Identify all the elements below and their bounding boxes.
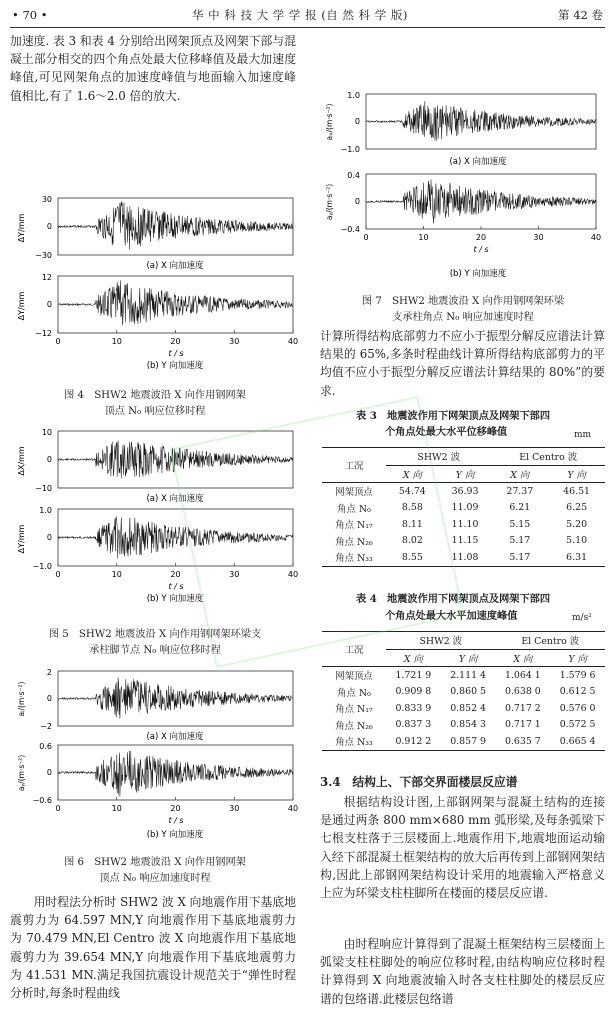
table-cell: 0.612 5 [559, 686, 596, 698]
table-4-col: Y 向 [568, 653, 587, 665]
fig4a-ytick-bot: −30 [35, 251, 52, 260]
table-3-col: Y 向 [455, 469, 475, 481]
fig7a-ytick-top: 1.0 [347, 91, 360, 100]
table-3-unit: mm [574, 430, 592, 440]
table-cell: 0.854 3 [450, 719, 487, 731]
x-tick-label: 0 [55, 337, 61, 346]
table-cell: 6.25 [566, 502, 588, 514]
table-cell: 2.111 4 [450, 669, 487, 681]
table-cell: 11.08 [451, 551, 479, 563]
fig7a-trace [366, 101, 596, 141]
fig5a-sublabel: (a) X 向加速度 [146, 494, 204, 504]
table-cell: 5.17 [509, 551, 531, 563]
x-tick-label: 0 [55, 570, 61, 579]
fig4b-trace [58, 280, 293, 325]
table-cell: 0.717 2 [504, 702, 541, 714]
table-4-group-2: El Centro 波 [496, 632, 606, 650]
table-4-title-2: 个角点处最大水平加速度峰值 [385, 610, 518, 622]
table-cell: 5.10 [566, 535, 588, 547]
x-tick-label: 10 [111, 570, 122, 579]
fig5a-ylabel: ΔX/mm [17, 446, 26, 476]
table-cell: 5.17 [509, 535, 531, 547]
fig7a-ytick-mid: 0 [354, 117, 360, 126]
x-tick-label: 30 [533, 233, 544, 242]
fig6b-sublabel: (b) Y 向加速度 [146, 830, 204, 840]
table-cell: 0.576 0 [559, 702, 596, 714]
fig4b-ytick-bot: −12 [35, 329, 52, 338]
table-cell: 46.51 [563, 485, 591, 497]
table-3-head-case: 工况 [322, 448, 386, 483]
table-row-label: 角点 N₁₇ [335, 704, 373, 716]
fig4b-ytick-top: 12 [41, 273, 52, 282]
table-cell: 0.572 5 [559, 719, 596, 731]
fig5b-ytick-mid: 0 [46, 533, 52, 542]
table-3-col: X 向 [510, 469, 530, 481]
fig6b-ylabel: aᵧ/(m·s⁻²) [17, 754, 26, 792]
fig6a-ytick-mid: 0 [46, 694, 52, 703]
fig6b-xlabel: t / s [168, 816, 184, 825]
table-4-col: Y 向 [458, 653, 478, 665]
fig4a-trace [58, 201, 293, 249]
table-cell: 54.74 [398, 485, 426, 497]
fig5b-ytick-top: 1.0 [39, 506, 52, 515]
table-cell: 36.93 [451, 485, 479, 497]
table-4-group-1: SHW2 波 [386, 632, 496, 650]
x-tick-label: 10 [111, 804, 122, 813]
table-row [322, 717, 605, 734]
table-4-col: X 向 [513, 653, 533, 665]
fig7b-ytick-mid: 0 [354, 197, 360, 206]
right-paragraph-1: 计算所得结构底部剪力不应小于振型分解反应谱法计算结果的 65%,多条时程曲线计算所得结构底部剪力的平均值不应小于振型分解反应谱法计算结果的 80%”的要求. [320, 329, 605, 398]
x-tick-label: 20 [475, 233, 487, 242]
fig7b-sublabel: (b) Y 向加速度 [449, 269, 507, 279]
fig7a-ytick-bot: −1.0 [340, 145, 360, 154]
table-row-label: 角点 N₂₆ [335, 536, 373, 548]
table-cell: 0.912 2 [395, 735, 432, 747]
table-4-head-case: 工况 [322, 632, 386, 667]
figure-4-caption-1: 图 4 SHW2 地震波沿 X 向作用钢网架 [64, 390, 246, 401]
table-4 [322, 631, 605, 751]
x-tick-label: 0 [363, 233, 369, 242]
table-cell: 11.10 [451, 518, 479, 530]
table-4-col: X 向 [403, 653, 423, 665]
left-bottom-paragraph: 用时程法分析时 SHW2 波 X 向地震作用下基底地震剪力为 64.597 MN,Y 向地震作用下基底地震剪力为 70.479 MN,El Centro 波 X 向地震作用下基底地震剪力为 39.654 MN,Y 向地震作用下基底地震剪力为 41.531 MN.满足我国抗震设计规范关于“弹性时程分析时,每条时程曲线 [10, 895, 296, 1001]
table-row [322, 667, 605, 684]
fig4a-ytick-top: 30 [41, 195, 52, 204]
table-cell: 8.02 [401, 535, 423, 547]
table-cell: 6.31 [566, 551, 588, 563]
figure-5-caption-1: 图 5 SHW2 地震波沿 X 向作用钢网架环梁支 [48, 629, 262, 640]
fig7b-ytick-top: 0.4 [347, 171, 360, 180]
table-cell: 0.638 0 [504, 686, 541, 698]
fig5b-ylabel: ΔY/mm [17, 524, 26, 554]
figure-7-plots [318, 88, 608, 288]
fig6b-trace [58, 751, 293, 797]
table-cell: 0.665 4 [559, 735, 596, 747]
table-row-label: 角点 N₀ [337, 503, 371, 515]
table-cell: 0.909 8 [395, 686, 432, 698]
table-cell: 11.15 [451, 535, 479, 547]
fig5a-ytick-mid: 0 [46, 455, 52, 464]
x-tick-label: 40 [287, 337, 299, 346]
journal-title: 华 中 科 技 大 学 学 报 (自 然 科 学 版) [192, 8, 408, 22]
fig4a-ytick-mid: 0 [46, 222, 52, 231]
table-row-label: 角点 N₁₇ [335, 520, 373, 532]
fig7b-xlabel: t / s [473, 245, 489, 254]
fig6b-ytick-bot: −0.6 [32, 796, 52, 805]
fig6b-ytick-top: 0.6 [39, 742, 52, 751]
figure-4 [10, 190, 300, 395]
figure-7 [318, 88, 608, 288]
fig4b-sublabel: (b) Y 向加速度 [146, 361, 204, 371]
x-tick-label: 10 [111, 337, 122, 346]
table-cell: 0.852 4 [450, 702, 487, 714]
fig6a-sublabel: (a) X 向加速度 [146, 732, 204, 742]
fig7a-sublabel: (a) X 向加速度 [449, 157, 507, 167]
fig7b-ylabel: aᵧ/(m·s⁻²) [325, 183, 334, 221]
table-cell: 0.860 5 [450, 686, 487, 698]
table-cell: 0.857 9 [450, 735, 487, 747]
table-cell: 6.21 [509, 502, 531, 514]
x-tick-label: 30 [229, 804, 240, 813]
x-tick-label: 30 [229, 337, 240, 346]
fig5a-ytick-top: 10 [41, 428, 52, 437]
right-paragraph-3: 由时程响应计算得到了混凝土框架结构三层楼面上弧梁支柱柱脚处的响应位移时程,由结构响应位移时程计算得到 X 向地震波输入时各支柱柱脚处的楼层反应谱的包络谱.此楼层包络谱 [320, 937, 605, 1006]
table-row-label: 角点 N₂₆ [335, 720, 373, 732]
fig6a-ytick-top: 2 [46, 668, 52, 677]
table-cell: 1.721 9 [395, 669, 432, 681]
table-cell: 0.833 9 [395, 702, 432, 714]
table-3-col: Y 向 [567, 469, 586, 481]
table-cell: 0.717 1 [504, 719, 541, 731]
header-rule [10, 27, 605, 28]
table-cell: 8.11 [401, 518, 423, 530]
right-paragraph-2: 根据结构设计图,上部钢网架与混凝土结构的连接是通过两条 800 mm×680 mm 弧形梁,及每条弧梁下七根支柱落于三层楼面上.地震作用下,地震地面运动输入经下部混凝土框架结构的放大后再传到上部钢网架结构,因此上部钢网架结构设计采用的地震输入严格意义上应为环梁支柱柱脚所在楼面的楼层反应谱. [320, 795, 605, 901]
table-3-title-2: 个角点处最大水平位移峰值 [385, 426, 508, 438]
fig7a-ylabel: aₓ/(m·s⁻²) [325, 103, 334, 141]
x-tick-label: 20 [170, 804, 181, 813]
table-3-col: X 向 [402, 469, 422, 481]
table-cell: 1.064 1 [504, 669, 541, 681]
x-tick-label: 40 [287, 804, 299, 813]
intro-paragraph: 加速度. 表 3 和表 4 分别给出网架顶点及网架下部与混凝土部分相交的四个角点处最大位移峰值及最大加速度峰值,可见网架角点的加速度峰值与地面输入加速度峰值相比,有了 1.6～2.0 倍的放大. [10, 34, 296, 103]
fig6b-ytick-mid: 0 [46, 768, 52, 777]
fig6a-trace [58, 678, 293, 719]
table-cell: 8.55 [401, 551, 423, 563]
table-cell: 5.20 [566, 518, 588, 530]
fig5b-ytick-bot: −1.0 [32, 562, 52, 571]
figure-6-caption-1: 图 6 SHW2 地震波沿 X 向作用钢网架 [64, 857, 246, 868]
x-tick-label: 0 [55, 804, 61, 813]
fig4b-xlabel: t / s [168, 349, 184, 358]
figure-5-caption-2: 承柱脚节点 N₀ 响应位移时程 [89, 645, 221, 656]
fig4a-ylabel: ΔY/mm [17, 213, 26, 243]
fig6a-ytick-bot: −2 [40, 722, 52, 731]
table-cell: 11.09 [451, 502, 479, 514]
table-4-title-1: 表 4 地震波作用下网架顶点及网架下部四 [356, 593, 551, 605]
x-tick-label: 30 [229, 570, 240, 579]
x-tick-label: 10 [418, 233, 429, 242]
fig4b-ylabel: ΔY/mm [17, 291, 26, 321]
figure-4-plots [10, 190, 300, 400]
x-tick-label: 20 [170, 570, 181, 579]
page-number: • 70 • [12, 8, 48, 22]
table-cell: 0.635 7 [504, 735, 541, 747]
table-cell: 8.58 [401, 502, 423, 514]
table-row [322, 684, 605, 701]
table-cell: 1.579 6 [559, 669, 596, 681]
table-3-group-1: SHW2 波 [386, 448, 491, 466]
x-tick-label: 20 [170, 337, 181, 346]
fig4b-ytick-mid: 0 [46, 300, 52, 309]
table-row-label: 角点 N₃₃ [335, 553, 373, 565]
figure-4-caption-2: 顶点 N₀ 响应位移时程 [104, 406, 206, 417]
figure-6-plots [10, 663, 300, 858]
fig5b-xlabel: t / s [168, 582, 184, 591]
table-4-grid [322, 631, 605, 751]
table-row [322, 733, 605, 750]
table-row-label: 角点 N₃₃ [335, 737, 373, 749]
table-row [322, 700, 605, 717]
table-cell: 5.15 [509, 518, 531, 530]
table-row-label: 网架顶点 [335, 487, 373, 499]
fig5a-ytick-bot: −10 [35, 484, 52, 493]
section-heading: 3.4 结构上、下部交界面楼层反应谱 [320, 775, 518, 789]
fig4a-sublabel: (a) X 向加速度 [146, 261, 204, 271]
table-3-title-1: 表 3 地震波作用下网架顶点及网架下部四 [356, 410, 551, 422]
fig7b-ytick-bot: −0.4 [340, 225, 360, 234]
fig5b-sublabel: (b) Y 向加速度 [146, 594, 204, 604]
x-tick-label: 40 [590, 233, 602, 242]
table-3-group-2: El Centro 波 [491, 448, 605, 466]
table-row-label: 网架顶点 [335, 671, 373, 683]
fig7b-trace [366, 180, 596, 224]
x-tick-label: 40 [287, 570, 299, 579]
volume-label: 第 42 卷 [558, 8, 603, 22]
figure-7-caption-1: 图 7 SHW2 地震波沿 X 向作用钢网架环梁 [361, 296, 565, 307]
table-4-unit: m/s² [572, 613, 592, 623]
figure-7-caption-2: 支承柱角点 N₀ 响应加速度时程 [392, 312, 534, 323]
fig6a-ylabel: aᵢ/(m·s⁻²) [17, 681, 26, 717]
table-cell: 27.37 [506, 485, 534, 497]
figure-6-caption-2: 顶点 N₀ 响应加速度时程 [99, 873, 211, 884]
table-row-label: 角点 N₀ [337, 687, 371, 699]
table-cell: 0.837 3 [395, 719, 432, 731]
figure-6 [10, 663, 300, 858]
